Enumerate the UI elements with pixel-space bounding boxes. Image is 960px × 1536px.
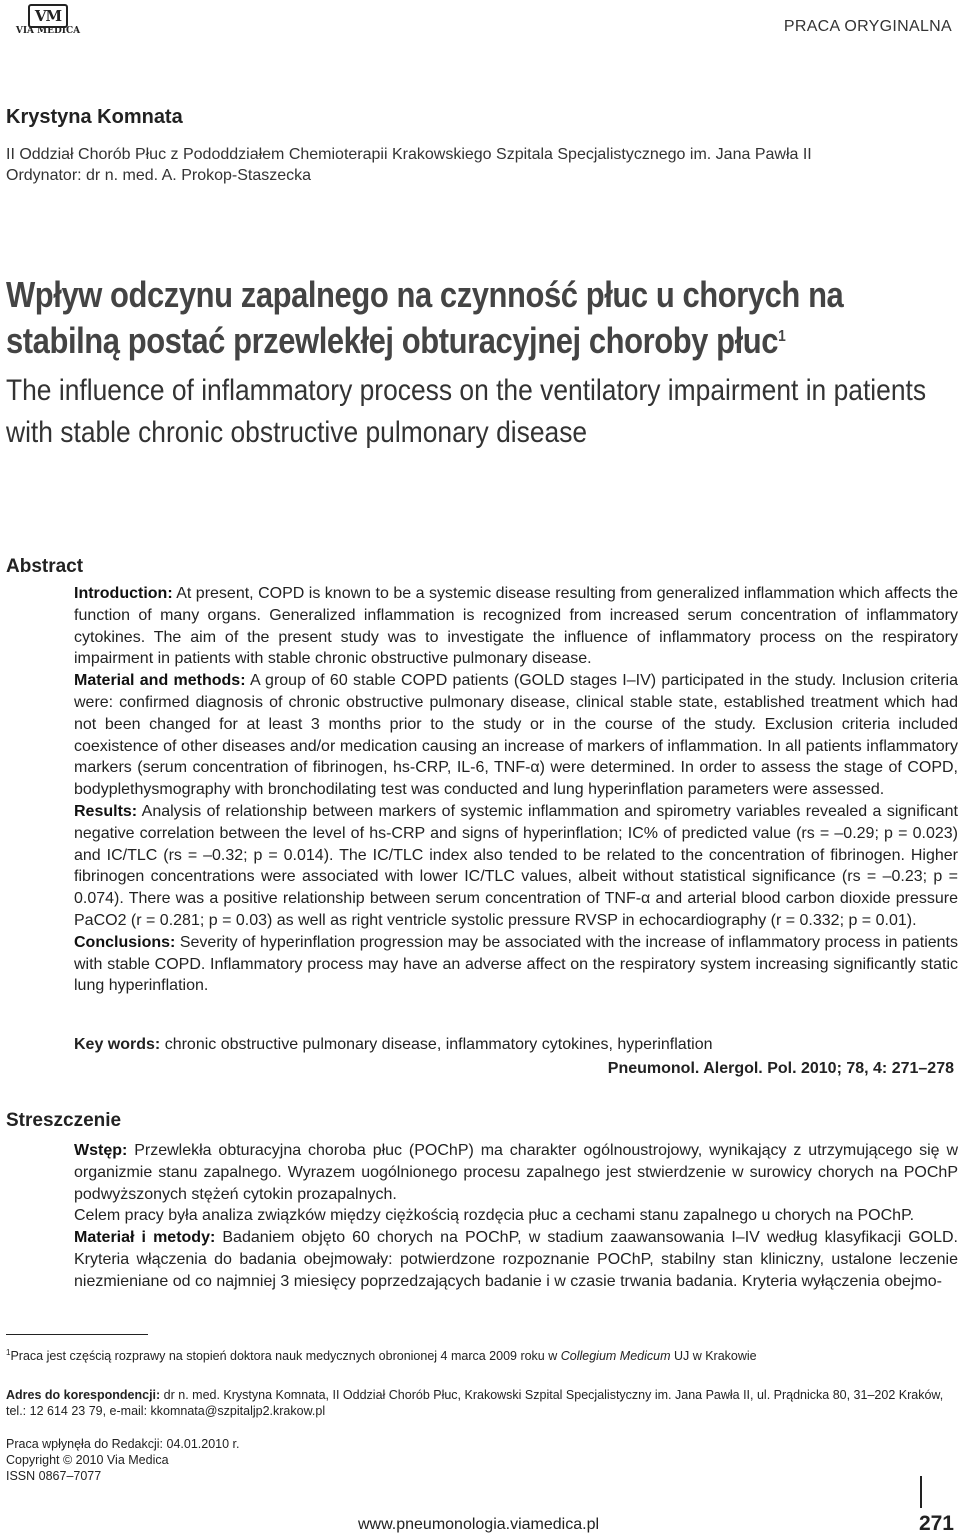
streszczenie-body	[74, 1140, 958, 1293]
results-text: Analysis of relationship between markers of systemic inflammation and spirometry variables revealed a significant negative correlation between the level of hs-CRP and signs of hyperinflation; IC% of predicted value (rs = –0.29; p = 0.023) and IC/TLC (rs = –0.32; p = 0.014). The IC/TLC index also tended to be related to the concentration of fibrinogen. Higher fibrinogen concentrations were associated with lower IC/TLC values, albeit without statistical significance (rs = –0.23; p = 0.074). There was a positive relationship between serum concentration of TNF-α and arterial blood carbon dioxide pressure PaCO2 (r = 0.281; p = 0.03) as well as right ventricle systolic pressure RVSP in echocardiography (r = 0.332; p = 0.01).	[74, 802, 958, 929]
results-label: Results:	[74, 802, 138, 820]
copyright: Copyright © 2010 Via Medica	[6, 1453, 169, 1467]
author-name: Krystyna Komnata	[6, 106, 183, 128]
title-footnote-mark: 1	[778, 328, 786, 345]
conclusions-text: Severity of hyperinflation progression may be associated with the increase of inflammatory process in patients with stable COPD. Inflammatory process may have an adverse affect on the respiratory system increasing significantly static lung hyperinflation.	[74, 933, 958, 995]
keywords-label: Key words:	[74, 1036, 161, 1053]
methods-label: Material and methods:	[74, 672, 246, 690]
title-polish	[6, 272, 956, 364]
logo-text: VIA MEDICA	[15, 26, 81, 36]
correspondence-label: Adres do korespondencji:	[6, 1388, 161, 1402]
wstep-label: Wstęp:	[74, 1142, 128, 1159]
footnote	[6, 1348, 757, 1363]
affiliation	[6, 144, 946, 186]
streszczenie-heading: Streszczenie	[6, 1110, 122, 1131]
publication-info	[6, 1436, 239, 1484]
title-polish-text: Wpływ odczynu zapalnego na czynność płuc u chorych na stabilną postać przewlekłej obturacyjnej choroby płuc	[6, 274, 844, 361]
abstract-conclusions	[74, 932, 958, 997]
journal-website: www.pneumonologia.viamedica.pl	[358, 1516, 600, 1533]
abstract-results	[74, 801, 958, 932]
affiliation-line-2: Ordynator: dr n. med. A. Prokop-Staszecka	[6, 167, 312, 184]
streszczenie-aim: Celem pracy była analiza związków między ciężkością rozdęcia płuc a cechami stanu zapalnego u chorych na POChP.	[74, 1207, 915, 1225]
footnote-italic: Collegium Medicum	[560, 1349, 671, 1364]
abstract-introduction	[74, 583, 958, 670]
received-date: Praca wpłynęła do Redakcji: 04.01.2010 r.	[6, 1437, 240, 1451]
keywords-text: chronic obstructive pulmonary disease, inflammatory cytokines, hyperinflation	[160, 1036, 713, 1053]
affiliation-line-1: II Oddział Chorób Płuc z Pododdziałem Chemioterapii Krakowskiego Szpitala Specjalistycznego im. Jana Pawła II	[6, 146, 812, 163]
abstract-heading: Abstract	[6, 556, 84, 577]
intro-text: At present, COPD is known to be a systemic disease resulting from generalized inflammation which affects the function of many organs. Generalized inflammation is recognized from increased serum concentration of inflammatory cytokines. The aim of the present study was to investigate the influence of inflammatory process on the respiratory impairment in patients with stable chronic obstructive pulmonary disease.	[74, 585, 958, 668]
abstract-methods	[74, 670, 958, 801]
logo-mark: VM	[28, 4, 68, 28]
via-medica-logo	[8, 4, 86, 38]
abstract-body	[74, 583, 958, 997]
footnote-text-end: UJ w Krakowie	[670, 1349, 757, 1364]
streszczenie-methods	[74, 1227, 958, 1292]
citation: Pneumonol. Alergol. Pol. 2010; 78, 4: 271–278	[607, 1060, 954, 1077]
streszczenie-intro	[74, 1140, 958, 1205]
footnote-divider	[6, 1334, 148, 1335]
metody-label: Materiał i metody:	[74, 1229, 216, 1247]
metody-text: Badaniem objęto 60 chorych na POChP, w stadium zaawansowania I–IV według klasyfikacji GOLD. Kryteria włączenia do badania obejmowały: potwierdzone rozpoznanie POChP, stabilny stan kliniczny, ustalone leczenie niezmieniane od co najmniej 3 miesięcy poprzedzających badanie i w czasie trwania badania. Kryteria wyłączenia obejmo-	[74, 1229, 959, 1290]
intro-label: Introduction:	[74, 585, 173, 602]
correspondence-address	[6, 1387, 956, 1419]
footnote-mark: 1	[6, 1348, 11, 1357]
issn: ISSN 0867–7077	[6, 1469, 102, 1483]
page-number-divider	[920, 1476, 922, 1508]
page-number: 271	[918, 1512, 954, 1535]
wstep-text: Przewlekła obturacyjna choroba płuc (POChP) ma charakter ogólnoustrojowy, wynikający z utrzymującego się w organizmie stanu zapalnego. Wyrazem uogólnionego procesu zapalnego jest stwierdzenie w surowicy chorych na POChP podwyższonych stężeń cytokin prozapalnych.	[74, 1142, 958, 1203]
footnote-text: Praca jest częścią rozprawy na stopień doktora nauk medycznych obronionej 4 marca 2009 roku w	[10, 1349, 561, 1364]
conclusions-label: Conclusions:	[74, 933, 176, 951]
correspondence-text: dr n. med. Krystyna Komnata, II Oddział Chorób Płuc, Krakowski Szpital Specjalistyczny im. Jana Pawła II, ul. Prądnicka 80, 31–202 Kraków, tel.: 12 614 23 79, e-mail: kkomnata@szpitaljp2.krakow.pl	[6, 1388, 944, 1418]
methods-text: A group of 60 stable COPD patients (GOLD stages I–IV) participated in the study. Inclusion criteria were: confirmed diagnosis of chronic obstructive pulmonary disease, clinical stable state, established treatment which had not been changed for at least 3 months prior to the study or in the course of the study. Exclusion criteria included coexistence of other diseases and/or medication causing an increase of markers of inflammation. In all patients inflammatory markers (serum concentration of fibrinogen, hs-CRP, IL-6, TNF-α) were determined. In order to assess the stage of COPD, bodyplethysmography with bronchodilating test was conducted and lung hyperinflation parameters were assessed.	[74, 672, 958, 799]
title-english: The influence of inflammatory process on the ventilatory impairment in patients with stable chronic obstructive pulmonary disease	[6, 374, 927, 449]
keywords	[74, 1036, 713, 1054]
section-label: PRACA ORYGINALNA	[783, 18, 952, 35]
